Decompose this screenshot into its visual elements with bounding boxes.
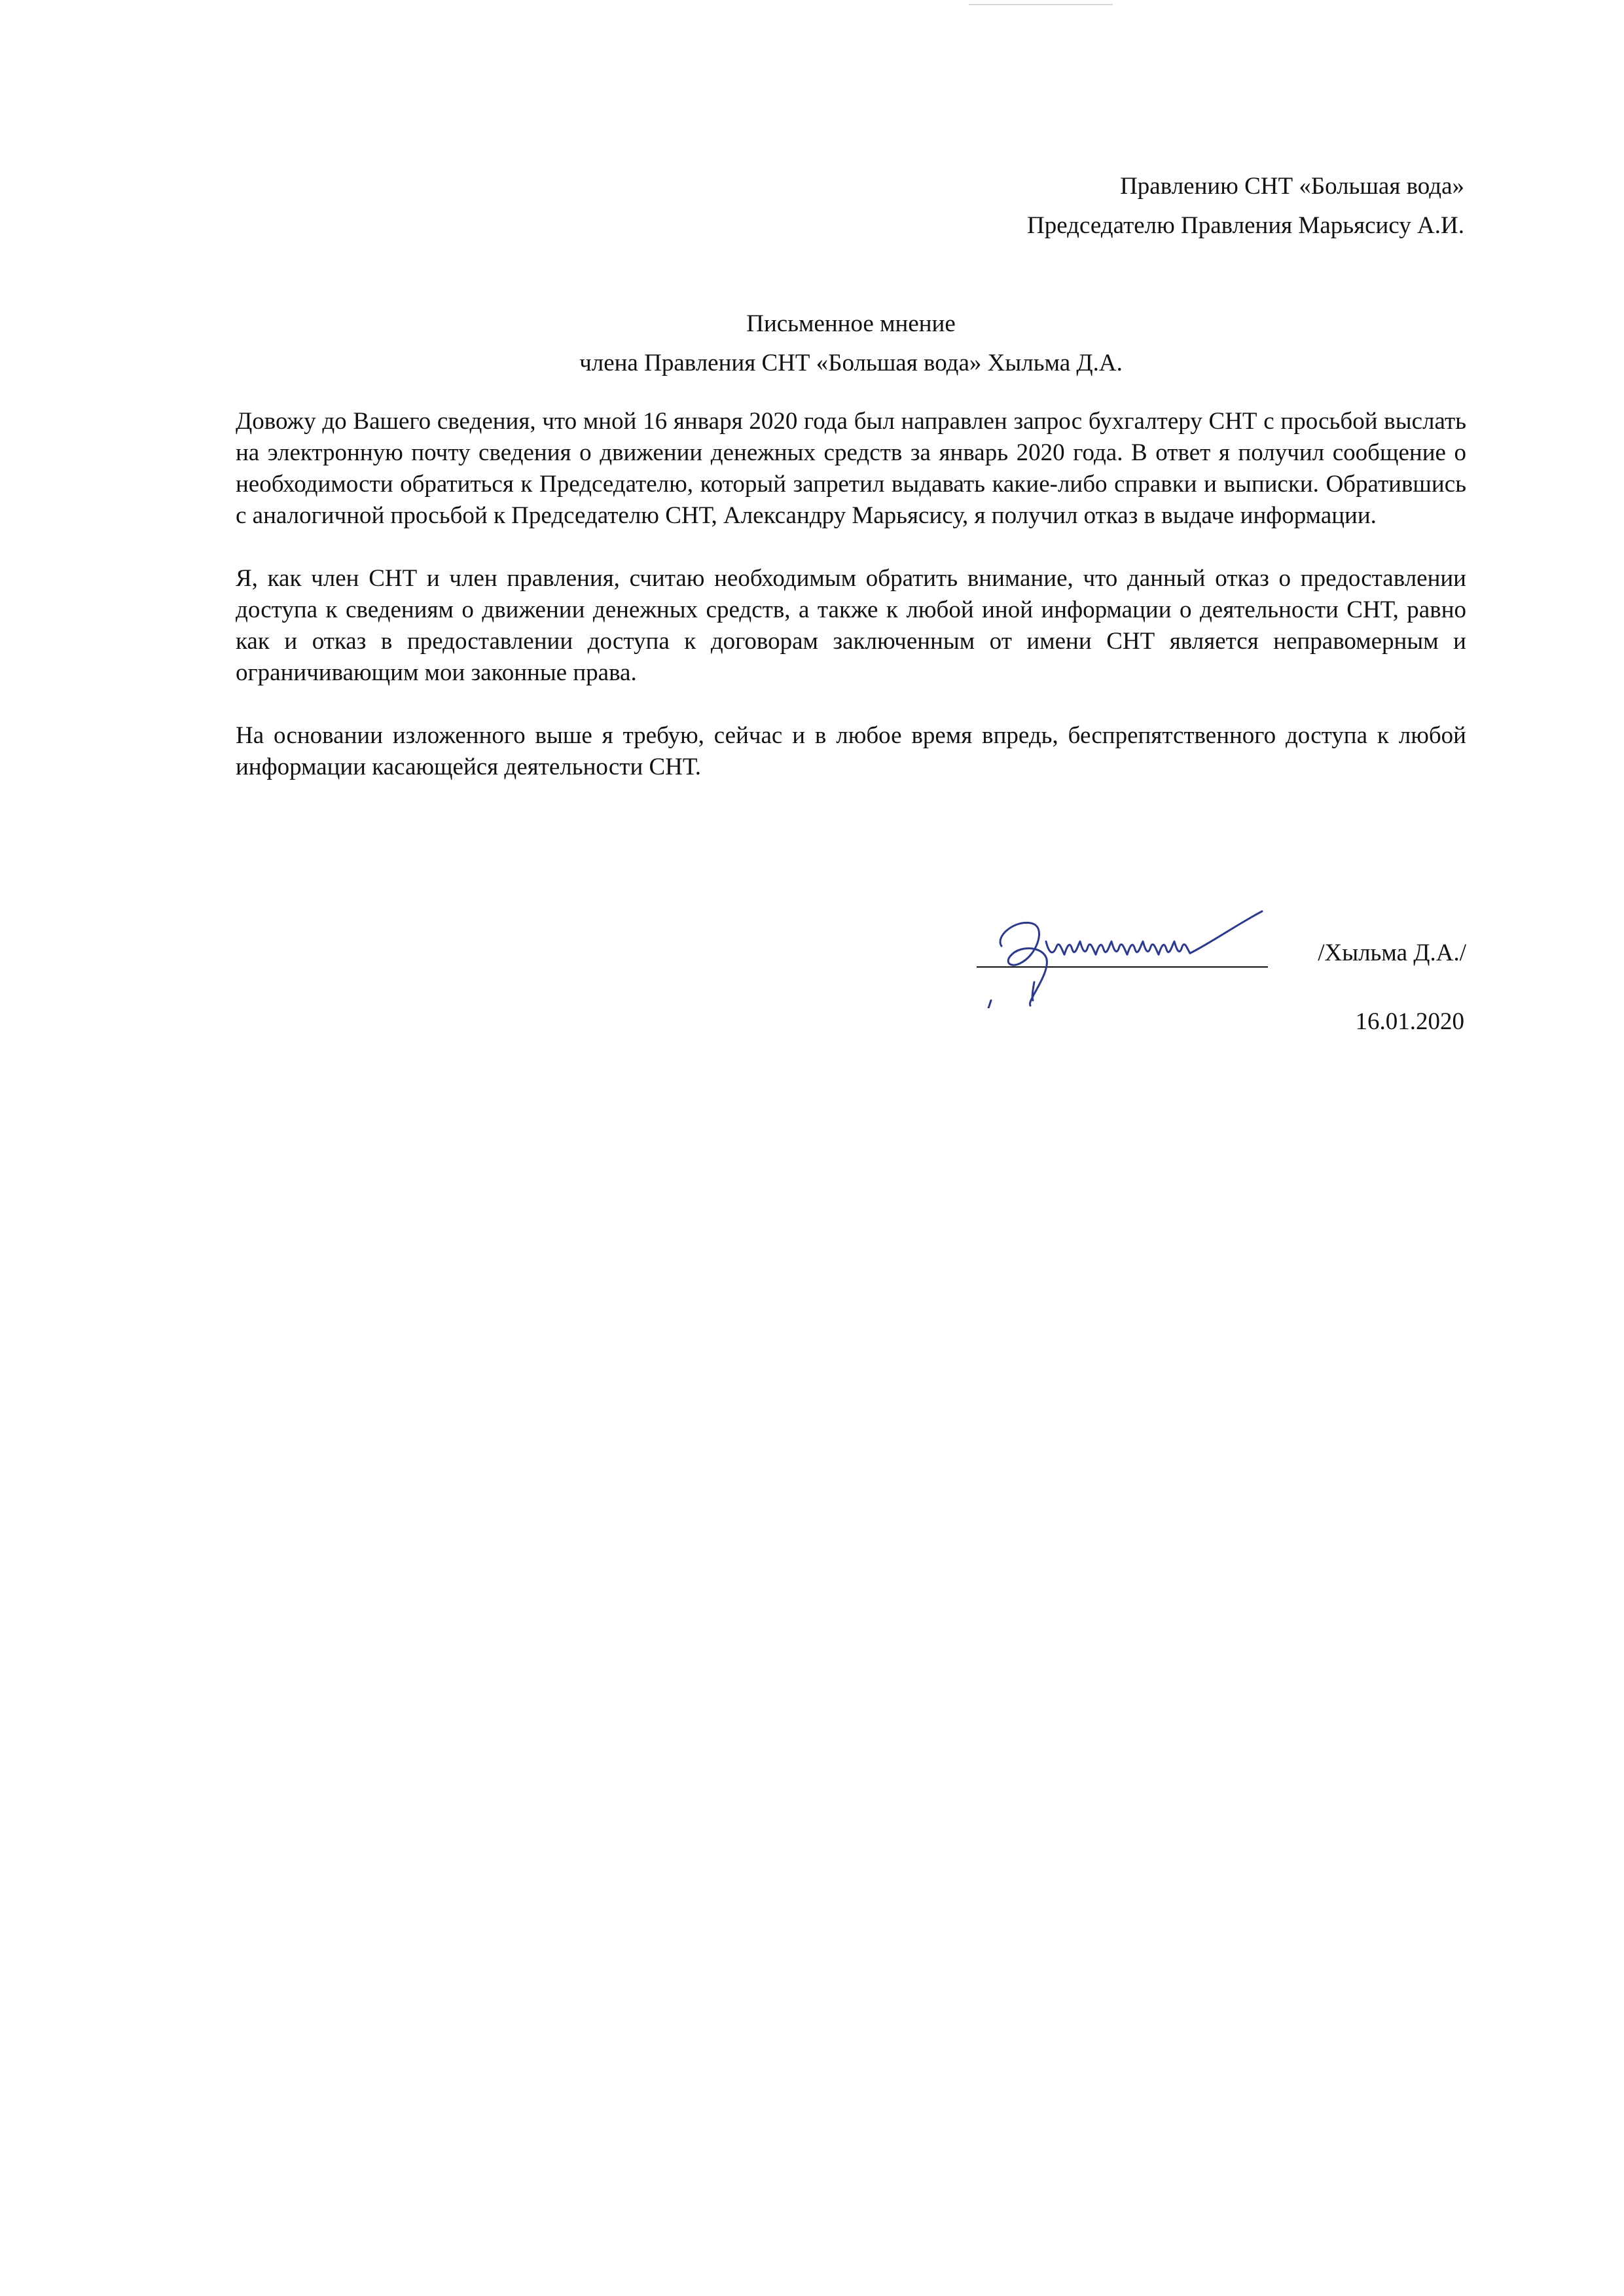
addressee-line-2: Председателю Правления Марьясису А.И. xyxy=(1027,212,1464,239)
handwritten-signature-icon xyxy=(969,884,1362,1008)
addressee-line-1: Правлению СНТ «Большая вода» xyxy=(1120,173,1464,200)
body-paragraph-3: На основании изложенного выше я требую, сейчас и в любое время впредь, беспрепятственного доступа к любой информации касающейся деятельности СНТ. xyxy=(236,722,1466,780)
body-paragraph-1: Довожу до Вашего сведения, что мной 16 января 2020 года был направлен запрос бухгалтеру СНТ с просьбой выслать на электронную почту сведения о движении денежных средств за январь 2020 года. В ответ я получил сообщение о необходимости обратиться к Председателю, который запретил выдавать какие-либо справки и выписки. Обратившись с аналогичной просьбой к Председателю СНТ, Александру Марьясису, я получил отказ в выдаче информации. xyxy=(236,408,1466,529)
document-date: 16.01.2020 xyxy=(1355,1008,1464,1035)
document-body xyxy=(236,406,1466,814)
title-line-1: Письменное мнение xyxy=(746,310,956,337)
document-title xyxy=(236,304,1466,383)
addressee-block xyxy=(1027,167,1464,246)
body-paragraph-2: Я, как член СНТ и член правления, считаю необходимым обратить внимание, что данный отказ о предоставлении доступа к сведениям о движении денежных средств, а также к любой иной информации о деятельности СНТ, равно как и отказ в предоставлении доступа к договорам заключенным от имени СНТ является неправомерным и ограничивающим мои законные права. xyxy=(236,565,1466,686)
scan-artifact xyxy=(969,4,1113,5)
title-line-2: члена Правления СНТ «Большая вода» Хыльма Д.А. xyxy=(579,350,1123,376)
signer-name: /Хыльма Д.А./ xyxy=(1318,939,1466,966)
signature-block xyxy=(969,884,1466,1015)
